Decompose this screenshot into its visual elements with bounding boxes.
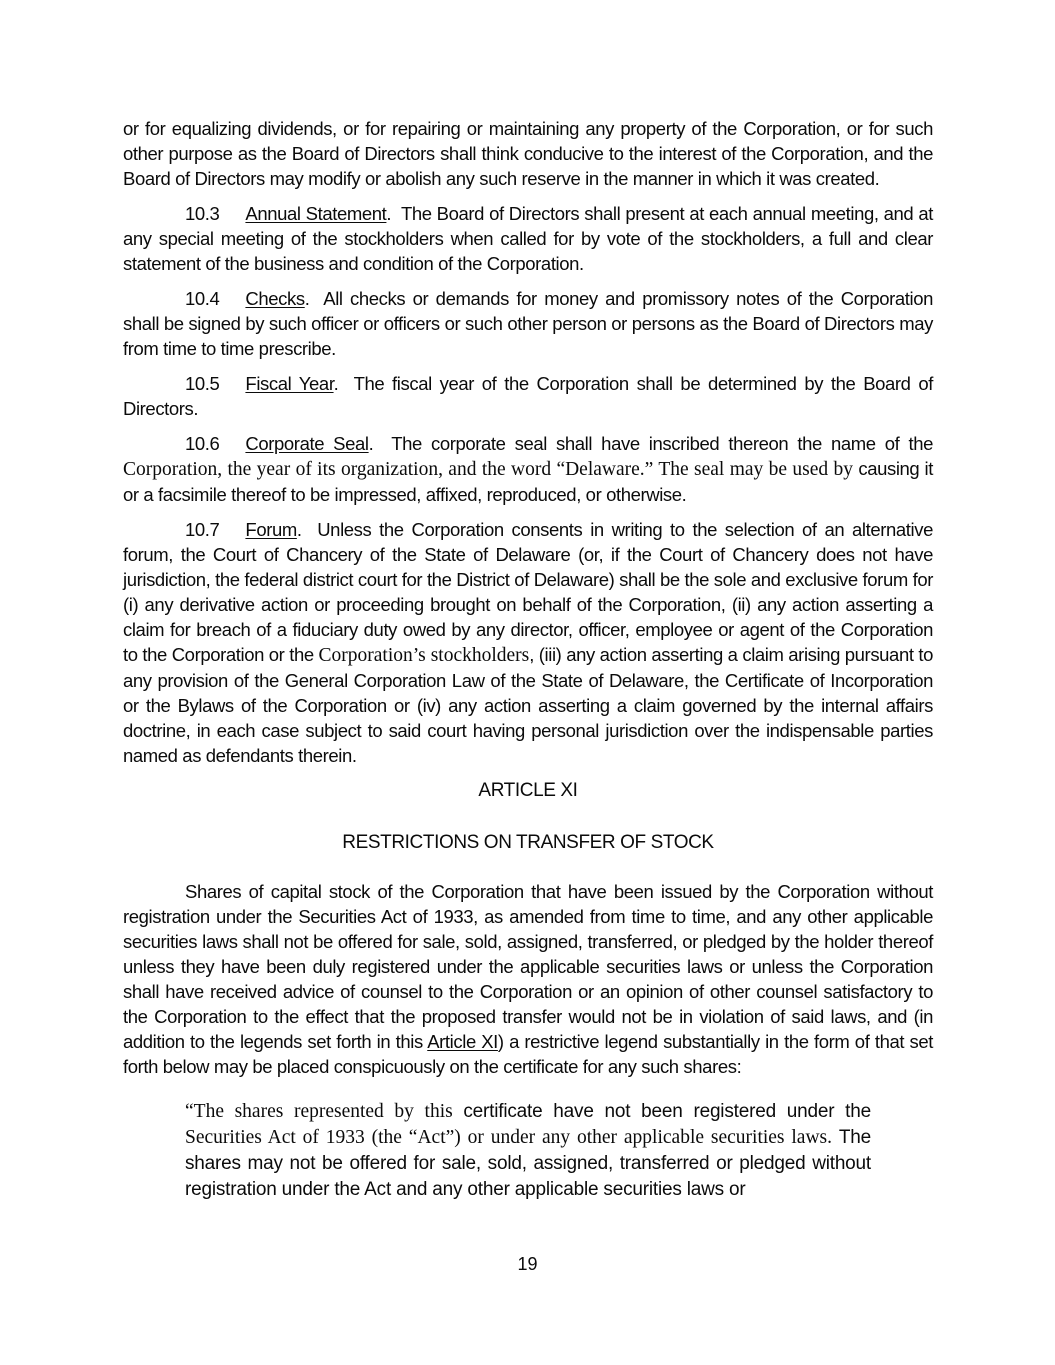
section-title-checks: Checks (245, 288, 305, 309)
legend-paragraph (185, 1099, 871, 1203)
section-body-serif-run: Corporation’s stockholders (318, 645, 530, 666)
section-title-annual-statement: Annual Statement (245, 203, 387, 224)
section-body: . All checks or demands for money and promissory notes of the Corporation shall be signed by such officer or officers or such other person or persons as the Board of Directors may from time to time prescribe. (123, 288, 933, 359)
section-title-corporate-seal: Corporate Seal (245, 433, 369, 454)
article-xi-cross-reference: Article XI (427, 1031, 498, 1052)
section-10-4 (123, 286, 933, 361)
paragraph-body: ) a restrictive legend substantially in the form of that set forth below may be placed conspicuously on the certificate for any such shares: (123, 1031, 933, 1077)
section-body-serif-run: Corporation, the year of its organization, and the word “Delaware.” The seal may be used by (123, 459, 859, 480)
section-10-7 (123, 517, 933, 768)
section-title-fiscal-year: Fiscal Year (245, 373, 334, 394)
legend-serif-run: “The shares represented by this (185, 1101, 464, 1122)
article-subheading: RESTRICTIONS ON TRANSFER OF STOCK (342, 832, 714, 853)
section-title-forum: Forum (245, 519, 297, 540)
legend-sans-run: certificate have not been registered under the (463, 1101, 871, 1122)
paragraph-reserve-continuation: or for equalizing dividends, or for repairing or maintaining any property of the Corporation, or for such other purpose as the Board of Directors shall think conducive to the interest of the Corporation, and the Board of Directors may modify or abolish any such reserve in the manner in which it was created. (123, 118, 933, 189)
section-body: . The fiscal year of the Corporation shall be determined by the Board of Directors. (123, 373, 934, 419)
paragraph-transfer-restrictions (123, 879, 933, 1079)
page-number: 19 (517, 1254, 538, 1274)
section-body: , (iii) any action asserting a claim arising pursuant to any provision of the General Corporation Law of the State of Delaware, the Certificate of Incorporation or the Bylaws of the Corporation or (iv) any action asserting a claim governed by the internal affairs doctrine, in each case subject to said court having personal jurisdiction over the indispensable parties named as defendants therein. (123, 644, 933, 766)
legend-serif-run: Securities Act of 1933 (the “Act”) or under any other applicable securities laws. (185, 1127, 839, 1148)
section-number: 10.6 (185, 433, 220, 454)
section-number: 10.4 (185, 288, 220, 309)
section-body: causing it or a facsimile thereof to be impressed, affixed, reproduced, or otherwise. (123, 458, 934, 505)
section-number: 10.5 (185, 373, 220, 394)
section-body: . The corporate seal shall have inscribed thereon the name of the (368, 433, 933, 454)
article-heading: ARTICLE XI (478, 780, 578, 801)
document-body (123, 116, 933, 1213)
restrictive-legend-quote (185, 1099, 871, 1203)
section-number: 10.3 (185, 203, 220, 224)
section-10-5 (123, 371, 933, 421)
section-10-3 (123, 201, 933, 276)
legend-sans-run: The shares may not be offered for sale, sold, assigned, transferred or pledged without registration under the Act and any other applicable securities laws or (185, 1127, 871, 1200)
section-body: . Unless the Corporation consents in writing to the selection of an alternative forum, the Court of Chancery of the State of Delaware (or, if the Court of Chancery does not have jurisdiction, the federal district court for the District of Delaware) shall be the sole and exclusive forum for (i) any derivative action or proceeding brought on behalf of the Corporation, (ii) any action asserting a claim for breach of a fiduciary duty owed by any director, officer, employee or agent of the Corporation to the Corporation or the (123, 519, 933, 665)
section-number: 10.7 (185, 519, 220, 540)
section-body: . The Board of Directors shall present at each annual meeting, and at any special meeting of the stockholders when called for by vote of the stockholders, a full and clear statement of the business and condition of the Corporation. (123, 203, 933, 274)
paragraph-body: Shares of capital stock of the Corporation that have been issued by the Corporation without registration under the Securities Act of 1933, as amended from time to time, and any other applicable securities laws shall not be offered for sale, sold, assigned, transferred, or pledged by the holder thereof unless they have been duly registered under the applicable securities laws or unless the Corporation shall have received advice of counsel to the Corporation or an opinion of other counsel satisfactory to the Corporation to the effect that the proposed transfer would not be in violation of said laws, and (in addition to the legends set forth in this (123, 881, 933, 1052)
section-10-6 (123, 431, 933, 507)
